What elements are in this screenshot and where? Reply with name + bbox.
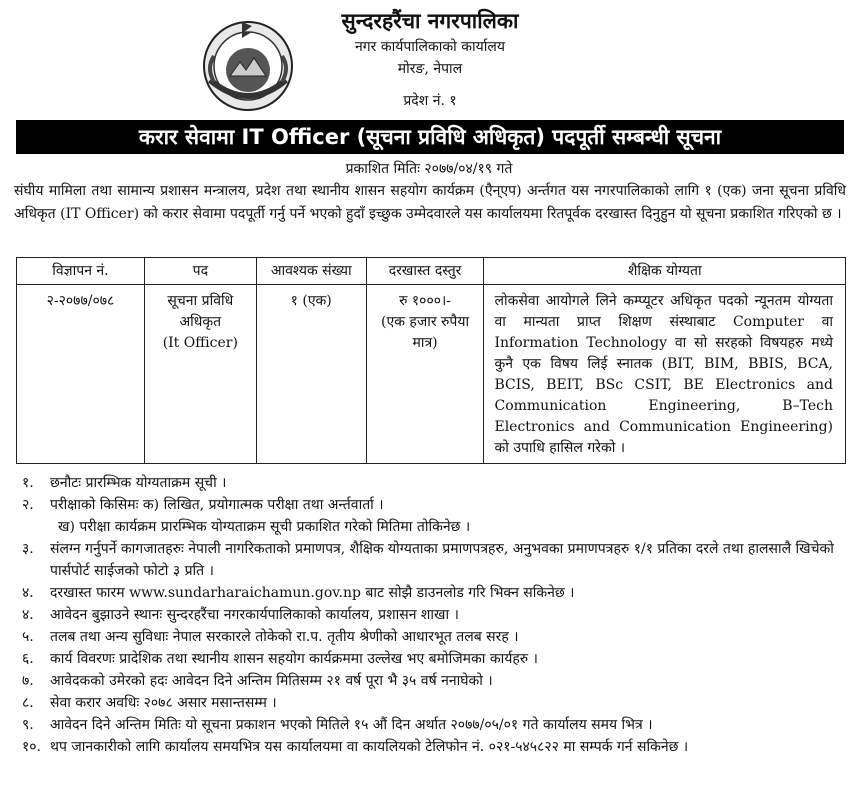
note-text: परीक्षाको किसिमः क) लिखित, प्रयोगात्मक परीक्षा तथा अर्न्तवार्ता । [50,497,384,513]
table-row [17,285,846,464]
note-text: छनौटः प्रारम्भिक योग्यताक्रम सूची । [50,475,227,491]
list-item [14,714,846,736]
post-line: अधिकृत [179,314,222,330]
cell-post [144,285,256,464]
note-number: ९. [22,717,34,733]
office-name: नगर कार्यपालिकाको कार्यालय [355,39,505,55]
vacancy-table [16,257,846,464]
notes-list [14,472,846,758]
note-number: ६. [22,651,34,667]
note-text: कार्य विवरणः प्रादेशिक तथा स्थानीय शासन सहयोग कार्यक्रममा उल्लेख भए बमोजिमका कार्यहरु । [50,651,538,667]
header-count: आवश्यक संख्या [256,258,366,285]
note-text: आवेदन दिने अन्तिम मितिः यो सूचना प्रकाशन भएको मितिले १५ औं दिन अर्थात २०७७/०५/०१ गते कार्यालय समय भित्र । [50,717,653,733]
cell-fee [366,285,484,464]
list-item [14,538,846,582]
list-item [14,626,846,648]
note-text: दरखास्त फारम www.sundarharaichamun.gov.np बाट सोझै डाउनलोड गरि भिक्न सकिनेछ । [50,585,575,601]
note-number: ७. [22,673,34,689]
table-header-row [17,258,846,285]
header-ad-no: विज्ञापन नं. [17,258,145,285]
note-text: सेवा करार अवधिः २०७८ असार मसान्तसम्म । [50,695,277,711]
cell-count: १ (एक) [256,285,366,464]
header-fee: दरखास्त दस्तुर [366,258,484,285]
note-text: आवेदन बुझाउने स्थानः सुन्दरहरैंचा नगरकार्यपालिकाको कार्यालय, प्रशासन शाखा । [50,607,459,623]
municipality-emblem-icon [196,16,300,112]
list-item [14,648,846,670]
list-item [14,494,846,516]
note-text: थप जानकारीको लागि कार्यालय समयभित्र यस कार्यालयमा वा कायलियको टेलिफोन नं. ०२१-५४५८२२ मा सम्पर्क गर्न सकिनेछ । [50,739,689,755]
province: प्रदेश नं. १ [403,93,457,109]
fee-line: रु १०००।- [399,293,452,309]
org-name: सुन्दरहरैंचा नगरपालिका [341,8,519,33]
office-location: मोरङ, नेपाल [397,61,463,77]
intro-paragraph: संघीय मामिला तथा सामान्य प्रशासन मन्त्रालय, प्रदेश तथा स्थानीय शासन सहयोग कार्यक्रम (एैन्एप) अर्न्तगत यस नगरपालिकाको लागि १ (एक) जना सूचना प्रविधि अधिकृत (IT Officer) को करार सेवामा पदपूर्ती गर्नु पर्ने भएको हुदाँ इच्छुक उम्मेदवारले यस कार्यालयमा रितपूर्वक दरखास्त दिनुहुन यो सूचना प्रकाशित गरिएको छ । [14,183,846,222]
post-line: (It Officer) [162,335,238,351]
note-number: १. [22,475,34,491]
list-item [14,604,846,626]
note-number: ८. [22,695,34,711]
note-number: २. [22,497,34,513]
list-item [14,692,846,714]
header [0,0,858,120]
list-item [14,582,846,604]
notice-title-banner: करार सेवामा IT Officer (सूचना प्रविधि अधिकृत) पदपूर्ती सम्बन्धी सूचना [16,120,844,154]
list-item [14,670,846,692]
note-number: ५. [22,629,34,645]
cell-qualification: लोकसेवा आयोगले लिने कम्प्यूटर अधिकृत पदको न्यूनतम योग्यता वा मान्यता प्राप्त शिक्षण संस्थाबाट Computer वा Information Technology वा सो सरहको विषयहरु मध्ये कुनै एक विषय लिई स्नातक (BIT, BIM, BBIS, BCA, BCIS, BEIT, BSc CSIT, BE Electronics and Communication Engineering, B–Tech Electronics and Communication Engineering) को उपाधि हासिल गरेको । [484,285,846,464]
header-qualification: शैक्षिक योग्यता [484,258,846,285]
fee-line: मात्र) [412,335,438,351]
note-text: संलग्न गर्नुपर्ने कागजातहरुः नेपाली नागरिकताको प्रमाणपत्र, शैक्षिक योग्यताका प्रमाणपत्रहरु, अनुभवका प्रमाणपत्रहरु १/१ प्रतिका दरले तथा हालसालै खिचेको पार्सपोर्ट साईजको फोटो ३ प्रति । [50,541,834,579]
list-item [14,472,846,494]
header-titles [300,6,560,112]
note-text: आवेदकको उमेरको हदः आवेदन दिने अन्तिम मितिसम्म २१ वर्ष पूरा भै ३५ वर्ष ननाघेको । [50,673,493,689]
list-item [14,736,846,758]
cell-ad-no: २-२०७७/०७८ [17,285,145,464]
post-line: सूचना प्रविधि [167,293,234,309]
list-item [14,516,846,538]
note-number: ३. [22,541,34,557]
published-date: प्रकाशित मितिः २०७७/०४/१९ गते [345,161,513,177]
note-number: १०. [22,739,42,755]
note-number: ४. [22,585,34,601]
fee-line: (एक हजार रुपैया [381,314,470,330]
header-post: पद [144,258,256,285]
note-number: ४. [22,607,34,623]
note-text: तलब तथा अन्य सुविधाः नेपाल सरकारले तोकेको रा.प. तृतीय श्रेणीको आधारभूत तलब सरह । [50,629,519,645]
note-text: ख) परीक्षा कार्यक्रम प्रारम्भिक योग्यताक्रम सूची प्रकाशित गरेको मितिमा तोकिनेछ । [58,519,471,535]
